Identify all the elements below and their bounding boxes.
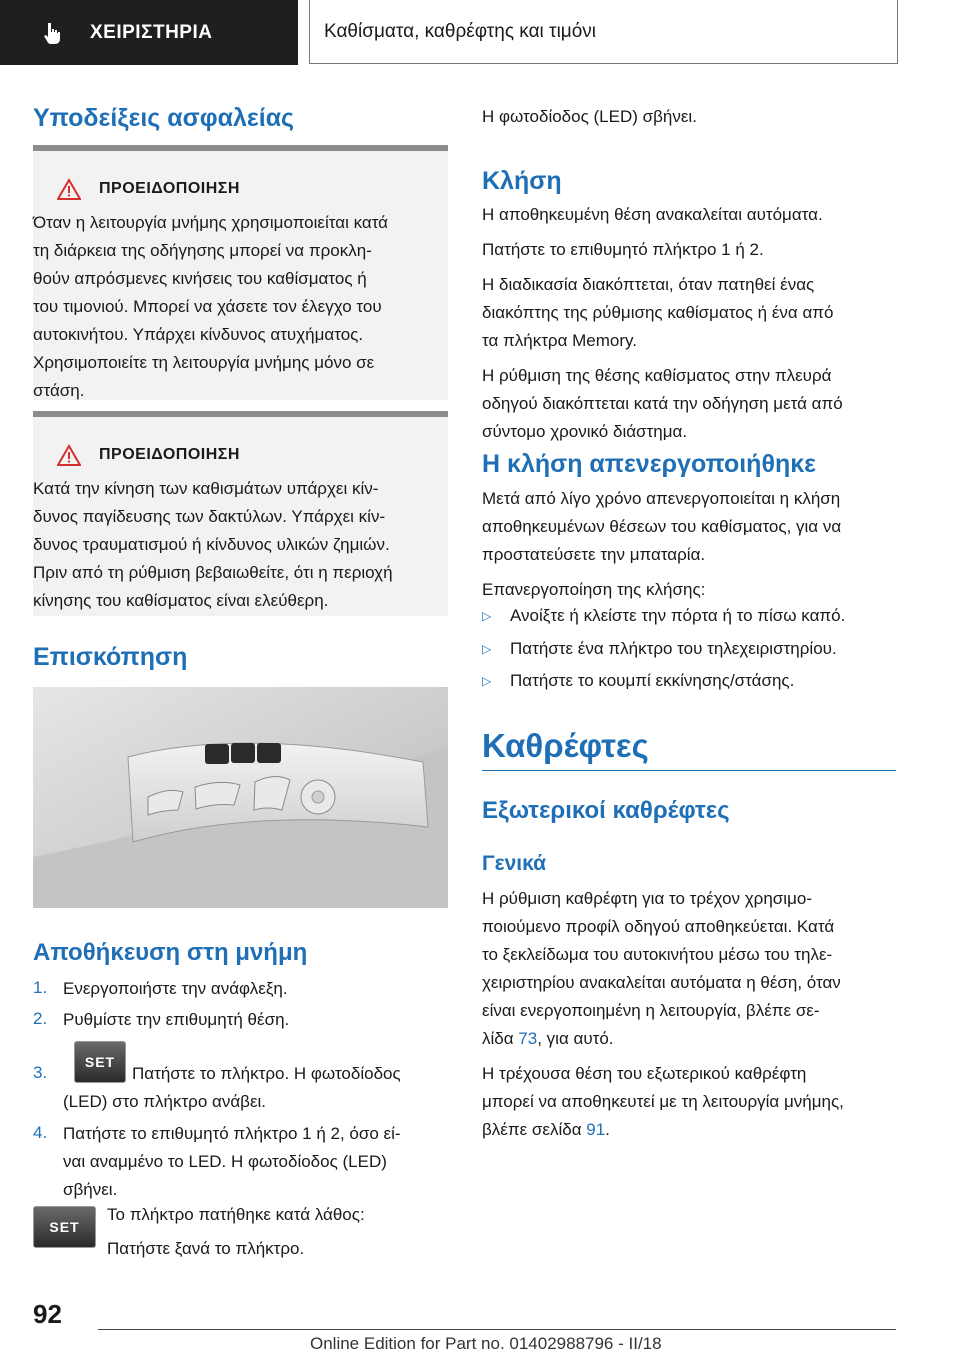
exterior-mirrors-heading: Εξωτερικοί καθρέφτες [482, 797, 730, 824]
step-number: 1. [33, 978, 48, 997]
recall-text: Η αποθηκευμένη θέση ανακαλείται αυτόματα. Πατήστε το επιθυμητό πλήκτρο 1 ή 2. Η διαδικασία διακόπτεται, όταν πατηθεί ένας διακόπτης της ρύθμισης καθίσματος ή ένα από τα πλήκτρα Memory. Η ρύθμιση της θέσης καθίσματος στην πλευρά οδηγού διακόπτεται κατά την οδήγηση μετά από σύντομο χρονικό διάστημα. [482, 205, 843, 441]
footer-divider [98, 1329, 896, 1330]
page-number: 92 [33, 1299, 62, 1329]
warning-title-2: ΠΡΟΕΙΔΟΠΟΙΗΣΗ [33, 441, 448, 469]
set-key-icon: SET [33, 1206, 96, 1248]
led-off-text: Η φωτοδίοδος (LED) σβήνει. [482, 107, 697, 126]
seat-controls-image [33, 687, 448, 908]
step-text: Ενεργοποιήστε την ανάφλεξη. [63, 979, 288, 998]
overview-heading: Επισκόπηση [33, 643, 188, 671]
step-text: Πατήστε το πλήκτρο. Η φωτοδίοδος [132, 1064, 401, 1083]
safety-heading: Υποδείξεις ασφαλείας [33, 104, 295, 132]
section-divider [482, 770, 896, 771]
warning-triangle-icon [57, 178, 81, 200]
chapter-tab[interactable] [309, 0, 898, 64]
wrong-key-note: Το πλήκτρο πατήθηκε κατά λάθος: Πατήστε ξανά το πλήκτρο. [107, 1205, 365, 1258]
step-number: 2. [33, 1009, 48, 1028]
deactivated-heading: Η κλήση απενεργοποιήθηκε [482, 450, 817, 478]
set-key-icon: SET [74, 1041, 126, 1083]
step-text: (LED) στο πλήκτρο ανάβει. [63, 1092, 267, 1111]
edition-text: Online Edition for Part no. 01402988796 - II/18 [310, 1334, 662, 1353]
recall-heading: Κλήση [482, 167, 562, 195]
list-item: Πατήστε ένα πλήκτρο του τηλεχειριστηρίου. [510, 639, 837, 658]
reactivate-list [482, 602, 896, 702]
warning-box-2 [33, 411, 448, 616]
warning-title-1: ΠΡΟΕΙΔΟΠΟΙΗΣΗ [33, 175, 448, 203]
warning-text-2: Κατά την κίνηση των καθισμάτων υπάρχει κίν- δυνος παγίδευσης των δακτύλων. Υπάρχει κίν- δυνος τραυματισμού ή κίνδυνος υλικών ζημιών. Πριν από τη ρύθμιση βεβαιωθείτε, ότι η περιοχή κίνησης του καθίσματος είναι ελεύθερη. [33, 479, 393, 610]
memory-heading: Αποθήκευση στη μνήμη [33, 939, 308, 966]
page-link-91[interactable]: 91 [586, 1120, 606, 1139]
page-link-73[interactable]: 73 [518, 1029, 538, 1048]
step-text: Πατήστε το επιθυμητό πλήκτρο 1 ή 2, όσο εί- ναι αναμμένο το LED. Η φωτοδίοδος (LED) σβήνει. [63, 1124, 401, 1199]
section-tab[interactable] [0, 0, 298, 65]
step-number: 4. [33, 1123, 48, 1142]
deactivated-text: Μετά από λίγο χρόνο απενεργοποιείται η κλήση αποθηκευμένων θέσεων του καθίσματος, για να προστατεύσετε την μπαταρία. Επανεργοποίηση της κλήσης: [482, 489, 842, 599]
warning-text-1: Όταν η λειτουργία μνήμης χρησιμοποιείται κατά τη διάρκεια της οδήγησης μπορεί να προκλη- θούν απρόσμενες κινήσεις του καθίσματος ή του τιμονιού. Μπορεί να χάσετε τον έλεγχο του αυτοκινήτου. Υπάρχει κίνδυνος ατυχήματος. Χρησιμοποιείτε τη λειτουργία μνήμης μόνο σε στάση. [33, 213, 388, 400]
triangle-bullet-icon: ▷ [482, 674, 492, 688]
general-text: Η ρύθμιση καθρέφτη για το τρέχον χρησιμο- ποιούμενο προφίλ οδηγού αποθηκεύεται. Κατά το ξεκλείδωμα του αυτοκινήτου μέσω του τηλε- χειριστηρίου ανακαλείται αυτόματα η θέση, όταν είναι ενεργοποιημένη η λειτουργία, βλέπε σε- λίδα 73, για αυτό. Η τρέχουσα θέση του εξωτερικού καθρέφτη μπορεί να αποθηκευτεί με τη λειτουργία μνήμης, βλέπε σελίδα 91. [482, 889, 844, 1139]
triangle-bullet-icon: ▷ [482, 609, 492, 623]
general-heading: Γενικά [482, 852, 547, 875]
chapter-label: Καθίσματα, καθρέφτης και τιμόνι [324, 20, 597, 42]
list-item: Ανοίξτε ή κλείστε την πόρτα ή το πίσω καπό. [510, 606, 846, 625]
warning-box-1 [33, 145, 448, 400]
step-text: Ρυθμίστε την επιθυμητή θέση. [63, 1010, 290, 1029]
step-number: 3. [33, 1063, 48, 1082]
list-item: Πατήστε το κουμπί εκκίνησης/στάσης. [510, 671, 795, 690]
warning-triangle-icon [57, 444, 81, 466]
triangle-bullet-icon: ▷ [482, 642, 492, 656]
header-bar [0, 0, 960, 65]
mirrors-heading: Καθρέφτες [482, 727, 649, 764]
section-label: ΧΕΙΡΙΣΤΗΡΙΑ [90, 21, 213, 43]
hand-pointer-icon [40, 21, 64, 45]
